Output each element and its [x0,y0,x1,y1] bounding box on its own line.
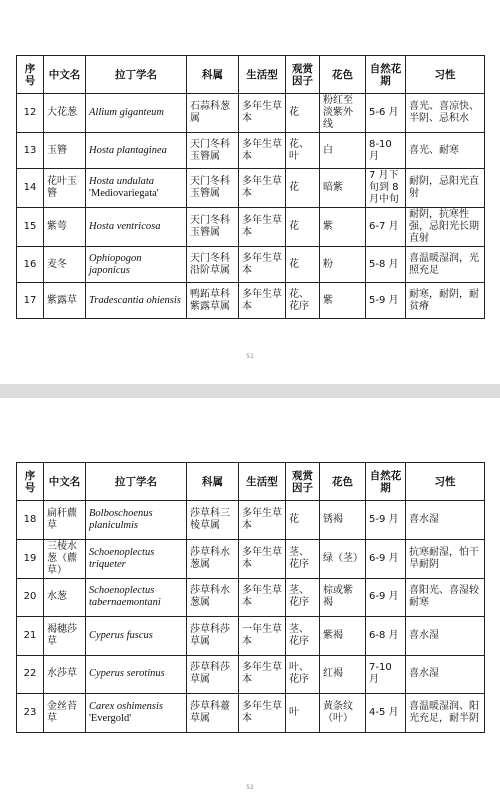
cell-habit: 喜阳光、喜湿较耐寒 [406,578,485,617]
header-ornamental-feature: 观赏因子 [286,56,320,94]
header-latin-name: 拉丁学名 [86,463,187,501]
latin-binomial: Schoenoplectus triqueter [89,546,155,570]
page-number: 52 [246,784,254,791]
cell-habit: 耐寒，耐阴，耐贫瘠 [406,283,485,319]
cell-latin-name [86,617,187,656]
cell-chinese-name: 大花葱 [44,94,86,133]
cell-flower-color: 绿（茎） [320,539,366,578]
latin-binomial: Allium giganteum [89,107,164,118]
header-family-genus: 科属 [187,56,239,94]
cell-ornamental-feature: 茎、花序 [286,539,320,578]
cell-family-genus: 天门冬科玉簪属 [187,208,239,247]
cell-life-form: 多年生草本 [239,208,286,247]
cell-flower-color: 暗紫 [320,169,366,208]
latin-binomial: Schoenoplectus tabernaemontani [89,585,161,609]
cell-chinese-name: 水莎草 [44,655,86,694]
cell-flower-color: 粉 [320,247,366,283]
cell-flowering-period: 7-10 月 [366,655,406,694]
cell-family-genus: 莎草科莎草属 [187,655,239,694]
table-row [17,283,485,319]
cell-number: 18 [17,501,44,540]
cell-flower-color: 紫褐 [320,617,366,656]
cell-number: 12 [17,94,44,133]
cell-family-genus: 鸭跖草科紫露草属 [187,283,239,319]
table-row [17,578,485,617]
cell-latin-name [86,169,187,208]
cell-habit: 喜水湿 [406,617,485,656]
table-body [17,501,485,733]
page-number: 51 [246,353,254,360]
cell-flower-color: 紫 [320,208,366,247]
header-chinese-name: 中文名 [44,463,86,501]
cell-number: 19 [17,539,44,578]
cell-family-genus: 天门冬科玉簪属 [187,133,239,169]
cell-habit: 耐阴，忌阳光直射 [406,169,485,208]
cell-life-form: 多年生草本 [239,283,286,319]
cell-latin-name [86,247,187,283]
table-header-row [17,463,485,501]
cell-flowering-period: 6-7 月 [366,208,406,247]
header-habit: 习性 [406,56,485,94]
cell-family-genus: 莎草科水葱属 [187,578,239,617]
cell-chinese-name: 紫萼 [44,208,86,247]
cell-habit: 喜水湿 [406,655,485,694]
cultivar-name: 'Evergold' [89,712,132,724]
cell-ornamental-feature: 叶 [286,694,320,733]
cell-chinese-name: 麦冬 [44,247,86,283]
cell-number: 22 [17,655,44,694]
latin-binomial: Carex oshimensis [89,700,163,712]
header-flowering-period: 自然花期 [366,56,406,94]
cell-flower-color: 锈褐 [320,501,366,540]
cell-flowering-period: 5-6 月 [366,94,406,133]
cell-ornamental-feature: 花 [286,208,320,247]
cultivar-name: 'Mediovariegata' [89,188,159,199]
cell-family-genus: 天门冬科沿阶草属 [187,247,239,283]
header-flowering-period: 自然花期 [366,463,406,501]
cell-flower-color: 粉红至淡紫外线 [320,94,366,133]
cell-number: 16 [17,247,44,283]
cell-ornamental-feature: 花 [286,247,320,283]
cell-chinese-name: 花叶玉簪 [44,169,86,208]
cell-habit: 耐阴，抗寒性强，忌阳光长期直射 [406,208,485,247]
cell-life-form: 多年生草本 [239,655,286,694]
cell-ornamental-feature: 花、花序 [286,283,320,319]
table-body [17,94,485,319]
page-gap [0,384,500,398]
page-52 [0,398,500,800]
table-header-row [17,56,485,94]
cell-life-form: 多年生草本 [239,169,286,208]
cell-number: 15 [17,208,44,247]
cell-life-form: 多年生草本 [239,539,286,578]
cell-ornamental-feature: 茎、花序 [286,617,320,656]
page-51 [0,0,500,384]
cell-life-form: 多年生草本 [239,501,286,540]
cell-latin-name [86,133,187,169]
table-row [17,94,485,133]
cell-flower-color: 棕或紫褐 [320,578,366,617]
latin-binomial: Cyperus fuscus [89,629,153,641]
cell-life-form: 多年生草本 [239,247,286,283]
table-row [17,247,485,283]
header-number: 序号 [17,463,44,501]
cell-flower-color: 红褐 [320,655,366,694]
plant-table [16,462,485,733]
table-row [17,501,485,540]
cell-life-form: 多年生草本 [239,133,286,169]
header-life-form: 生活型 [239,56,286,94]
cell-latin-name [86,208,187,247]
cell-family-genus: 天门冬科玉簪属 [187,169,239,208]
cell-ornamental-feature: 花 [286,94,320,133]
cell-family-genus: 石蒜科葱属 [187,94,239,133]
cell-latin-name [86,578,187,617]
cell-latin-name [86,501,187,540]
header-latin-name: 拉丁学名 [86,56,187,94]
cell-flowering-period: 5-9 月 [366,283,406,319]
header-flower-color: 花色 [320,463,366,501]
cell-chinese-name: 紫露草 [44,283,86,319]
cell-family-genus: 莎草科莎草属 [187,617,239,656]
cell-habit: 喜光、耐寒 [406,133,485,169]
table-row [17,655,485,694]
header-chinese-name: 中文名 [44,56,86,94]
latin-binomial: Cyperus serotinus [89,668,165,680]
cell-chinese-name: 水葱 [44,578,86,617]
cell-chinese-name: 褐穗莎草 [44,617,86,656]
cell-chinese-name: 金丝苔草 [44,694,86,733]
header-habit: 习性 [406,463,485,501]
cell-habit: 喜温暖湿润、阳光充足，耐半阴 [406,694,485,733]
cell-habit: 喜水湿 [406,501,485,540]
cell-flowering-period: 6-9 月 [366,539,406,578]
cell-latin-name [86,283,187,319]
header-flower-color: 花色 [320,56,366,94]
cell-habit: 抗寒耐湿，怕干旱耐阴 [406,539,485,578]
cell-chinese-name: 三棱水葱（藨草） [44,539,86,578]
header-family-genus: 科属 [187,463,239,501]
plant-table [16,55,485,319]
cell-life-form: 一年生草本 [239,617,286,656]
cell-family-genus: 莎草科三棱草属 [187,501,239,540]
table-row [17,539,485,578]
cell-number: 13 [17,133,44,169]
latin-binomial: Tradescantia ohiensis [89,294,181,306]
cell-life-form: 多年生草本 [239,694,286,733]
cell-flower-color: 白 [320,133,366,169]
cell-flowering-period: 5-9 月 [366,501,406,540]
cell-life-form: 多年生草本 [239,578,286,617]
cell-flower-color: 紫 [320,283,366,319]
cell-chinese-name: 扁秆藨草 [44,501,86,540]
cell-habit: 喜温暖湿润，光照充足 [406,247,485,283]
cell-number: 17 [17,283,44,319]
latin-binomial: Hosta plantaginea [89,144,167,156]
table-row [17,133,485,169]
cell-chinese-name: 玉簪 [44,133,86,169]
cell-latin-name [86,539,187,578]
table-row [17,694,485,733]
cell-life-form: 多年生草本 [239,94,286,133]
header-ornamental-feature: 观赏因子 [286,463,320,501]
cell-flowering-period: 6-9 月 [366,578,406,617]
cell-flowering-period: 5-8 月 [366,247,406,283]
cell-latin-name [86,655,187,694]
cell-number: 23 [17,694,44,733]
cell-latin-name [86,694,187,733]
cell-flowering-period: 4-5 月 [366,694,406,733]
cell-ornamental-feature: 叶、花序 [286,655,320,694]
cell-flowering-period: 6-8 月 [366,617,406,656]
cell-number: 14 [17,169,44,208]
header-number: 序号 [17,56,44,94]
latin-binomial: Hosta undulata [89,176,155,187]
cell-flower-color: 黄条纹（叶） [320,694,366,733]
cell-habit: 喜光、喜凉快、半阴、忌积水 [406,94,485,133]
cell-family-genus: 莎草科水葱属 [187,539,239,578]
header-life-form: 生活型 [239,463,286,501]
cell-family-genus: 莎草科薹草属 [187,694,239,733]
table-row [17,617,485,656]
cell-number: 20 [17,578,44,617]
latin-binomial: Hosta ventricosa [89,221,161,232]
cell-flowering-period: 8-10 月 [366,133,406,169]
cell-flowering-period: 7 月下旬到 8 月中旬 [366,169,406,208]
latin-binomial: Ophiopogon japonicus [89,252,142,276]
table-row [17,169,485,208]
cell-ornamental-feature: 花 [286,169,320,208]
table-row [17,208,485,247]
latin-binomial: Bolboschoenus planiculmis [89,507,153,531]
cell-latin-name [86,94,187,133]
cell-number: 21 [17,617,44,656]
cell-ornamental-feature: 花、叶 [286,133,320,169]
cell-ornamental-feature: 花 [286,501,320,540]
cell-ornamental-feature: 茎、花序 [286,578,320,617]
